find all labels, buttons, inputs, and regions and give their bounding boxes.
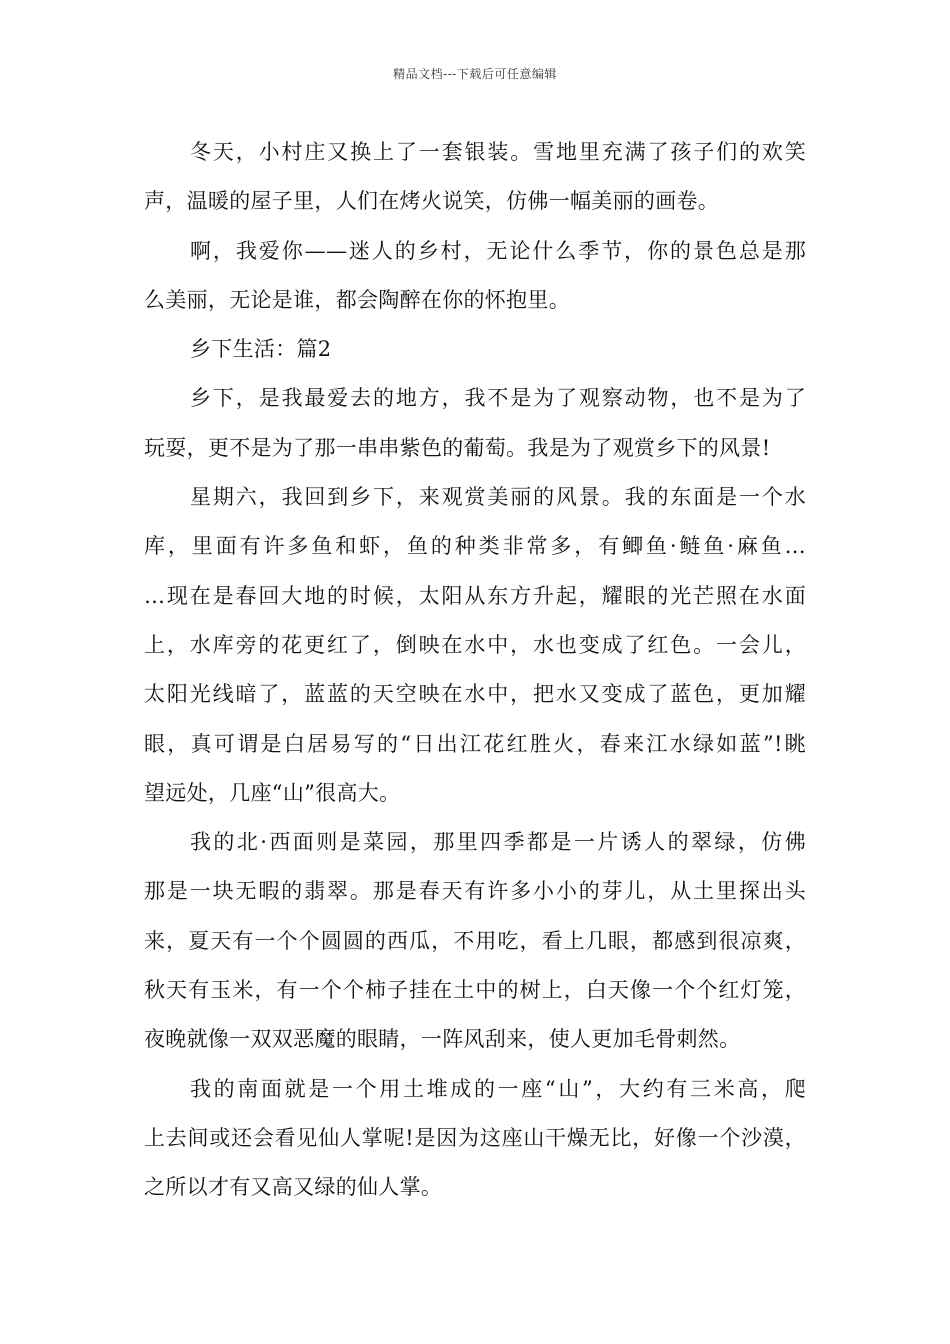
text-line: 太阳光线暗了，蓝蓝的天空映在水中，把水又变成了蓝色，更加耀 [144, 682, 806, 707]
text-line: 乡下，是我最爱去的地方，我不是为了观察动物，也不是为了 [190, 386, 806, 411]
text-line: 玩耍，更不是为了那一串串紫色的葡萄。我是为了观赏乡下的风景! [144, 435, 771, 460]
text-line: 那是一块无暇的翡翠。那是春天有许多小小的芽儿，从土里探出头 [144, 879, 806, 904]
text-line: 上去间或还会看见仙人掌呢!是因为这座山干燥无比，好像一个沙漠， [144, 1125, 806, 1150]
text-line: 眼，真可谓是白居易写的“日出江花红胜火，春来江水绿如蓝”!眺 [144, 731, 806, 756]
text-line: …现在是春回大地的时候，太阳从东方升起，耀眼的光芒照在水面 [144, 583, 806, 608]
text-line: 夜晚就像一双双恶魔的眼睛，一阵风刮来，使人更加毛骨刺然。 [144, 1027, 741, 1052]
text-line: 上，水库旁的花更红了，倒映在水中，水也变成了红色。一会儿， [144, 632, 806, 657]
paragraph [144, 1065, 806, 1213]
text-line: 乡下生活：篇2 [190, 337, 332, 362]
text-line: 我的南面就是一个用土堆成的一座“山”，大约有三米高，爬 [190, 1076, 806, 1101]
paragraph [144, 128, 806, 227]
text-line: 库，里面有许多鱼和虾，鱼的种类非常多，有鲫鱼·鲢鱼·麻鱼… [144, 534, 806, 559]
paragraph [144, 818, 806, 1064]
text-line: 啊，我爱你——迷人的乡村，无论什么季节，你的景色总是那 [190, 238, 806, 263]
text-line: 么美丽，无论是谁，都会陶醉在你的怀抱里。 [144, 287, 570, 312]
page-header: 精品文档---下载后可任意编辑 [393, 67, 557, 81]
text-line: 来，夏天有一个个圆圆的西瓜，不用吃，看上几眼，都感到很凉爽， [144, 928, 806, 953]
paragraph [144, 374, 806, 473]
paragraph [144, 227, 806, 326]
document-body [144, 128, 806, 1213]
section-heading [144, 325, 806, 374]
text-line: 之所以才有又高又绿的仙人掌。 [144, 1175, 443, 1200]
text-line: 我的北·西面则是菜园，那里四季都是一片诱人的翠绿，仿佛 [190, 830, 806, 855]
text-line: 望远处，几座“山”很高大。 [144, 780, 401, 805]
paragraph [144, 473, 806, 818]
text-line: 冬天，小村庄又换上了一套银装。雪地里充满了孩子们的欢笑 [190, 140, 806, 164]
text-line: 秋天有玉米，有一个个柿子挂在土中的树上，白天像一个个红灯笼， [144, 978, 806, 1003]
text-line: 声，温暖的屋子里，人们在烤火说笑，仿佛一幅美丽的画卷。 [144, 189, 720, 214]
text-line: 星期六，我回到乡下，来观赏美丽的风景。我的东面是一个水 [190, 485, 806, 510]
